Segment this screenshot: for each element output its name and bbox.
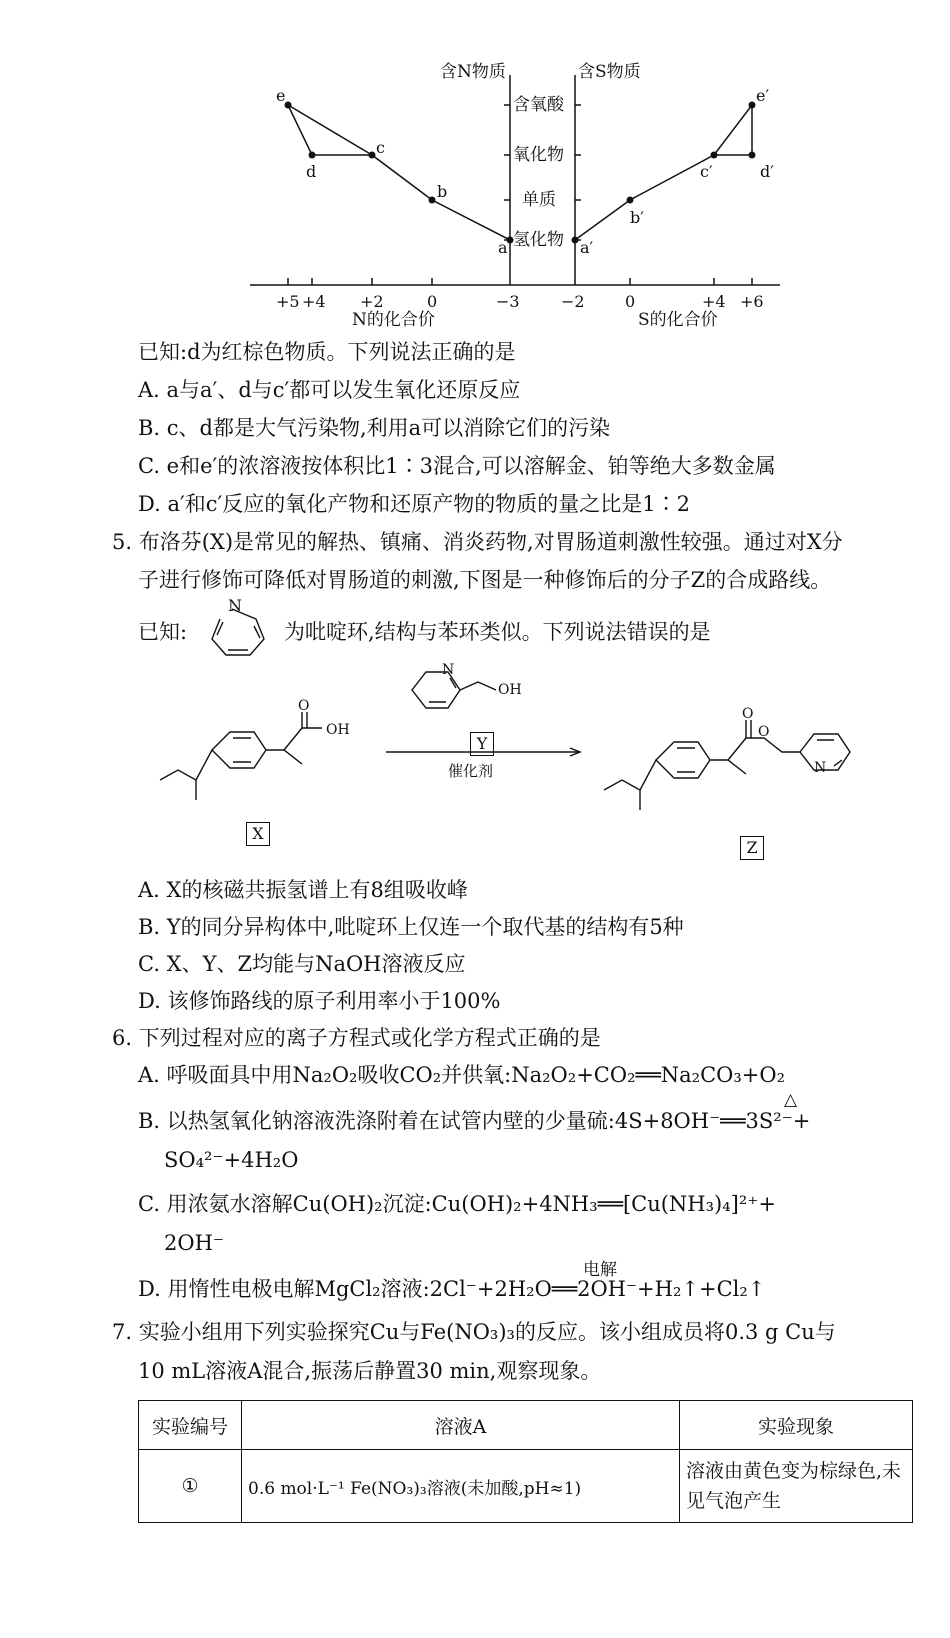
q6-option-d: D. 用惰性电极电解MgCl₂溶液:2Cl⁻+2H₂O══2OH⁻+H₂↑+Cl₂↑ (138, 1277, 766, 1301)
q4-option-a: A. a与a′、d与c′都可以发生氧化还原反应 (138, 378, 521, 402)
q5-known-prefix: 已知: (138, 620, 188, 644)
point-label: b (437, 182, 448, 201)
y-n-atom: N (442, 662, 455, 678)
axis-s-title: 含S物质 (578, 62, 641, 82)
q5-line-1: 5. 布洛芬(X)是常见的解热、镇痛、消炎药物,对胃肠道刺激性较强。通过对X分 (112, 530, 843, 554)
point-label: c′ (700, 162, 713, 181)
q6-b-condition: △ (784, 1090, 798, 1110)
point-label: a′ (580, 238, 594, 257)
x-oh-group: OH (326, 722, 350, 738)
point-label: e (276, 86, 286, 105)
q6-d-condition: 电解 (583, 1260, 617, 1280)
q6-option-b-line2: SO₄²⁻+4H₂O (164, 1148, 299, 1172)
point-label: d′ (760, 162, 774, 181)
q5-option-b: B. Y的同分异构体中,吡啶环上仅连一个取代基的结构有5种 (138, 915, 684, 939)
point-label: d (306, 162, 317, 181)
s-tick-label: −2 (561, 292, 585, 311)
q4-option-d: D. a′和c′反应的氧化产物和还原产物的物质的量之比是1∶2 (138, 492, 690, 516)
q7-line-2: 10 mL溶液A混合,振荡后静置30 min,观察现象。 (138, 1359, 602, 1383)
table-row (139, 1450, 913, 1523)
pyridine-n-atom: N (228, 597, 242, 615)
catalyst-label: 催化剂 (448, 762, 494, 780)
point-label: a (498, 238, 508, 257)
label-z-box: Z (740, 836, 764, 860)
label-x-box: X (246, 822, 270, 846)
q6-option-c-line1: C. 用浓氨水溶解Cu(OH)₂沉淀:Cu(OH)₂+4NH₃══[Cu(NH₃)₄]²⁺+ (138, 1192, 776, 1216)
q5-option-a: A. X的核磁共振氢谱上有8组吸收峰 (138, 878, 468, 902)
axis-n-title: 含N物质 (440, 62, 506, 82)
n-tick-label: +2 (360, 292, 384, 311)
q4-stem: 已知:d为红棕色物质。下列说法正确的是 (138, 340, 516, 364)
q4-option-b: B. c、d都是大气污染物,利用a可以消除它们的污染 (138, 416, 611, 440)
x-carbonyl-o: O (298, 698, 310, 714)
q5-option-d: D. 该修饰路线的原子利用率小于100% (138, 989, 501, 1013)
q6-option-c-line2: 2OH⁻ (164, 1231, 224, 1255)
point-label: e′ (756, 86, 770, 105)
z-ester-o: O (758, 724, 770, 740)
z-carbonyl-o: O (742, 706, 754, 722)
n-tick-label: +5 (276, 292, 300, 311)
s-tick-label: +4 (702, 292, 726, 311)
label-y-box: Y (470, 732, 494, 756)
n-tick-label: 0 (427, 292, 438, 311)
s-axis-label: S的化合价 (638, 310, 718, 330)
table-header: 实验现象 (680, 1401, 913, 1450)
table-cell: ① (139, 1450, 242, 1523)
n-tick-label: −3 (496, 292, 520, 311)
q7-line-1: 7. 实验小组用下列实验探究Cu与Fe(NO₃)₃的反应。该小组成员将0.3 g Cu与 (112, 1320, 836, 1344)
category-label: 含氧酸 (513, 95, 564, 115)
s-tick-label: +6 (740, 292, 764, 311)
table-header: 溶液A (242, 1401, 680, 1450)
experiment-table (138, 1400, 913, 1523)
point-label: b′ (630, 208, 644, 227)
z-n-atom: N (814, 760, 827, 776)
valence-category-diagram (0, 0, 950, 340)
q4-option-c: C. e和e′的浓溶液按体积比1∶3混合,可以溶解金、铂等绝大多数金属 (138, 454, 776, 478)
category-label: 氧化物 (513, 145, 564, 165)
n-tick-label: +4 (302, 292, 326, 311)
q6-stem: 6. 下列过程对应的离子方程式或化学方程式正确的是 (112, 1026, 601, 1050)
q6-option-a: A. 呼吸面具中用Na₂O₂吸收CO₂并供氧:Na₂O₂+CO₂══Na₂CO₃+O₂ (138, 1063, 786, 1087)
q5-option-c: C. X、Y、Z均能与NaOH溶液反应 (138, 952, 466, 976)
q5-known-suffix: 为吡啶环,结构与苯环类似。下列说法错误的是 (284, 620, 711, 644)
q5-line-2: 子进行修饰可降低对胃肠道的刺激,下图是一种修饰后的分子Z的合成路线。 (138, 568, 832, 592)
pyridine-structure (198, 597, 278, 667)
y-oh-group: OH (498, 682, 522, 698)
n-axis-label: N的化合价 (352, 310, 435, 330)
s-tick-label: 0 (625, 292, 636, 311)
q6-option-b-line1: B. 以热氢氧化钠溶液洗涤附着在试管内壁的少量硫:4S+8OH⁻══3S²⁻+ (138, 1109, 811, 1133)
table-cell: 溶液由黄色变为棕绿色,未见气泡产生 (680, 1450, 913, 1523)
category-label: 氢化物 (513, 230, 564, 250)
point-label: c (376, 138, 385, 157)
table-header: 实验编号 (139, 1401, 242, 1450)
category-label: 单质 (522, 190, 556, 210)
table-cell: 0.6 mol·L⁻¹ Fe(NO₃)₃溶液(未加酸,pH≈1) (242, 1450, 680, 1523)
